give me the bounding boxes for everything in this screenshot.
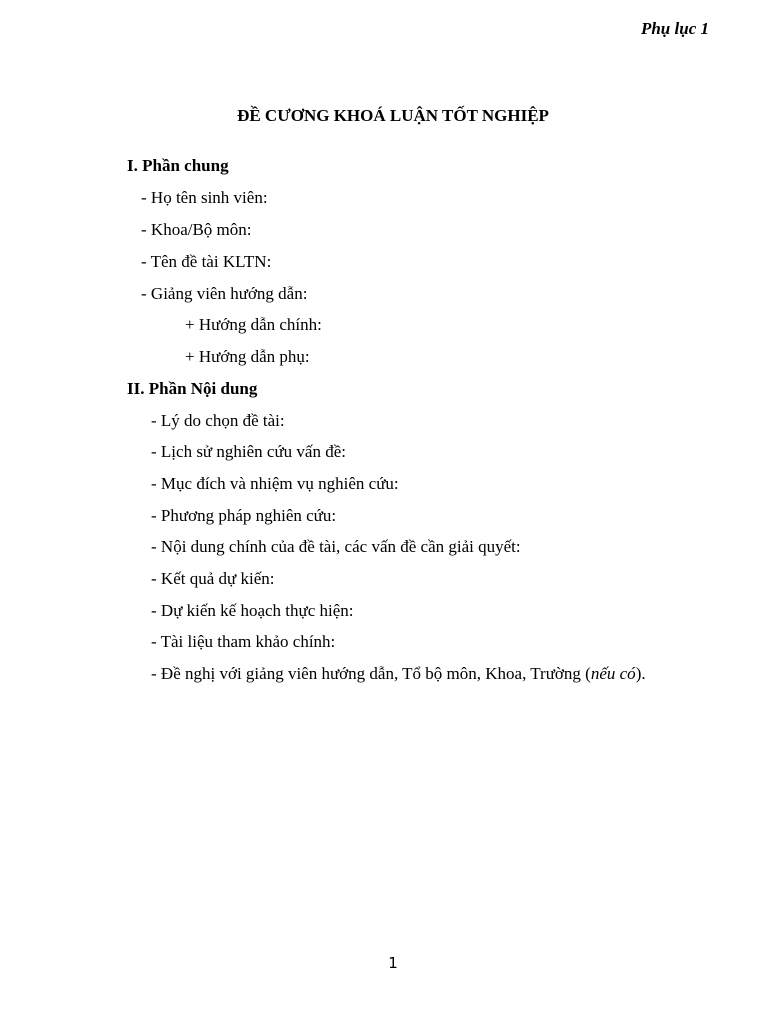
document-title: ĐỀ CƯƠNG KHOÁ LUẬN TỐT NGHIỆP	[237, 106, 549, 125]
recommendations-prefix: - Đề nghị với giảng viên hướng dẫn, Tổ bộ môn, Khoa, Trường (	[151, 664, 591, 683]
appendix-label: Phụ lục 1	[640, 19, 709, 38]
field-co-supervisor: + Hướng dẫn phụ:	[185, 347, 310, 366]
item-references: - Tài liệu tham khảo chính:	[151, 632, 336, 651]
item-implementation-plan: - Dự kiến kế hoạch thực hiện:	[151, 601, 354, 620]
recommendations-suffix: ).	[635, 664, 646, 683]
field-faculty: - Khoa/Bộ môn:	[141, 220, 252, 239]
item-research-method: - Phương pháp nghiên cứu:	[151, 506, 337, 525]
item-research-history: - Lịch sử nghiên cứu vấn đề:	[151, 442, 346, 461]
section-2-heading: II. Phần Nội dung	[127, 379, 258, 398]
field-main-supervisor: + Hướng dẫn chính:	[185, 315, 322, 334]
item-research-purpose: - Mục đích và nhiệm vụ nghiên cứu:	[151, 474, 399, 493]
item-main-content: - Nội dung chính của đề tài, các vấn đề cần giải quyết:	[151, 537, 521, 556]
item-recommendations	[151, 664, 646, 684]
recommendations-optional-note: nếu có	[590, 664, 636, 683]
item-expected-results: - Kết quả dự kiến:	[151, 569, 275, 588]
page-number: 1	[388, 954, 398, 972]
field-supervisor: - Giảng viên hướng dẫn:	[141, 284, 308, 303]
section-1-heading: I. Phần chung	[127, 156, 229, 175]
field-thesis-title: - Tên đề tài KLTN:	[141, 252, 272, 271]
item-topic-reason: - Lý do chọn đề tài:	[151, 411, 285, 430]
field-student-name: - Họ tên sinh viên:	[141, 188, 268, 207]
